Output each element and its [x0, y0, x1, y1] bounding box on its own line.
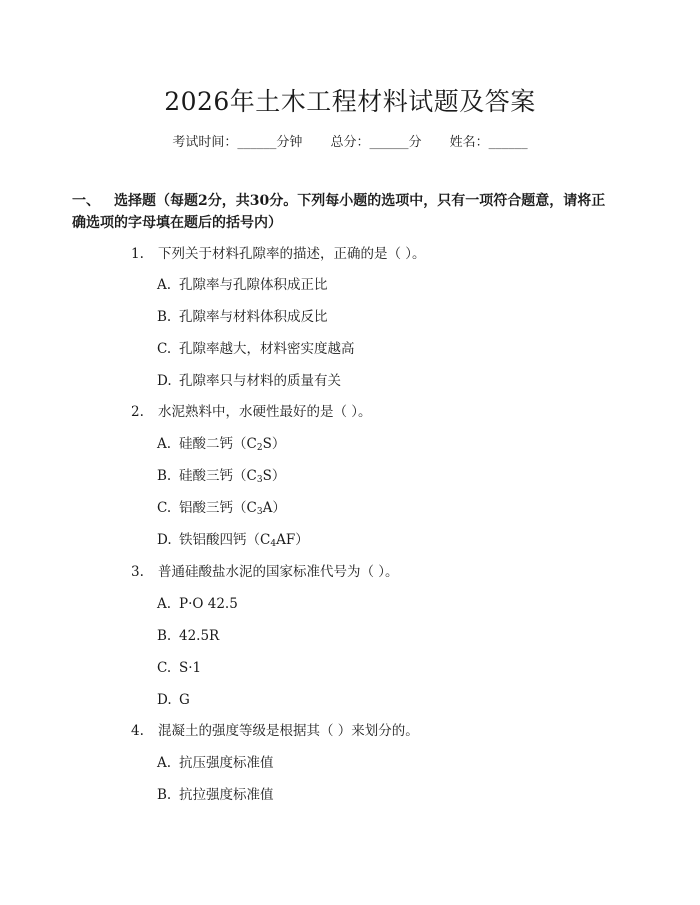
option-letter: A. — [157, 277, 172, 293]
question-text: 下列关于材料孔隙率的描述，正确的是（ ）。 — [158, 246, 426, 262]
option-text: S·1 — [179, 660, 202, 676]
option-letter: D. — [157, 373, 172, 389]
option-3a — [157, 595, 238, 613]
option-letter: A. — [157, 436, 172, 452]
total-score-label: 总分：______分 — [330, 135, 422, 150]
option-3d — [157, 691, 190, 709]
option-subscript: 3 — [256, 475, 263, 485]
question-number: 4. — [131, 723, 144, 739]
question-number: 1. — [131, 246, 144, 262]
option-letter: A. — [157, 755, 172, 771]
option-text: 42.5R — [179, 628, 220, 644]
question-number: 2. — [131, 404, 144, 420]
question-3 — [131, 563, 399, 581]
question-4 — [131, 722, 419, 740]
option-letter: B. — [157, 787, 172, 803]
question-text: 普通硅酸盐水泥的国家标准代号为（ ）。 — [158, 564, 399, 580]
option-2b — [157, 467, 285, 489]
question-2 — [131, 403, 372, 421]
option-letter: D. — [157, 532, 172, 548]
option-text: G — [179, 692, 190, 708]
question-number: 3. — [131, 564, 144, 580]
section-number: 一、 — [72, 193, 100, 209]
option-subscript: 2 — [256, 443, 263, 453]
question-text: 混凝土的强度等级是根据其（ ）来划分的。 — [158, 723, 419, 739]
exam-meta — [0, 131, 700, 150]
option-text: 抗拉强度标准值 — [179, 787, 274, 803]
name-label: 姓名：______ — [449, 135, 528, 150]
option-text-after: A） — [262, 500, 286, 516]
option-text: 孔隙率与材料体积成反比 — [179, 309, 328, 325]
option-letter: B. — [157, 468, 172, 484]
option-text: 孔隙率越大，材料密实度越高 — [179, 341, 355, 357]
option-2c — [157, 499, 286, 521]
option-2a — [157, 435, 285, 457]
option-1b — [157, 308, 328, 326]
option-2d — [157, 531, 309, 553]
section-heading-text: 选择题（每题2分，共30分。下列每小题的选项中，只有一项符合题意，请将正确选项的字母填在题后的括号内） — [72, 193, 606, 231]
option-4a — [157, 754, 274, 772]
option-letter: C. — [157, 660, 172, 676]
option-letter: B. — [157, 309, 172, 325]
option-4b — [157, 786, 274, 804]
option-letter: C. — [157, 341, 172, 357]
option-3c — [157, 659, 201, 677]
option-text: 硅酸二钙（C — [179, 436, 257, 452]
option-text: 硅酸三钙（C — [179, 468, 257, 484]
option-text: 抗压强度标准值 — [179, 755, 274, 771]
option-1d — [157, 372, 341, 390]
question-text: 水泥熟料中，水硬性最好的是（ ）。 — [158, 404, 372, 420]
option-text: 铁铝酸四钙（C — [179, 532, 271, 548]
option-text-after: AF） — [276, 532, 309, 548]
section-heading — [72, 190, 612, 234]
option-1a — [157, 276, 328, 294]
question-1 — [131, 245, 426, 263]
option-text: 铝酸三钙（C — [179, 500, 257, 516]
option-text: 孔隙率只与材料的质量有关 — [179, 373, 341, 389]
option-subscript: 3 — [256, 507, 263, 517]
option-letter: A. — [157, 596, 172, 612]
option-letter: B. — [157, 628, 172, 644]
page-title: 2026年土木工程材料试题及答案 — [164, 87, 536, 116]
option-1c — [157, 340, 355, 358]
option-text-after: S） — [262, 468, 286, 484]
exam-time-label: 考试时间：______分钟 — [172, 135, 303, 150]
option-letter: C. — [157, 500, 172, 516]
option-text: P·O 42.5 — [179, 596, 238, 612]
option-subscript: 4 — [270, 539, 277, 549]
option-3b — [157, 627, 219, 645]
option-text-after: S） — [262, 436, 286, 452]
option-text: 孔隙率与孔隙体积成正比 — [179, 277, 328, 293]
option-letter: D. — [157, 692, 172, 708]
